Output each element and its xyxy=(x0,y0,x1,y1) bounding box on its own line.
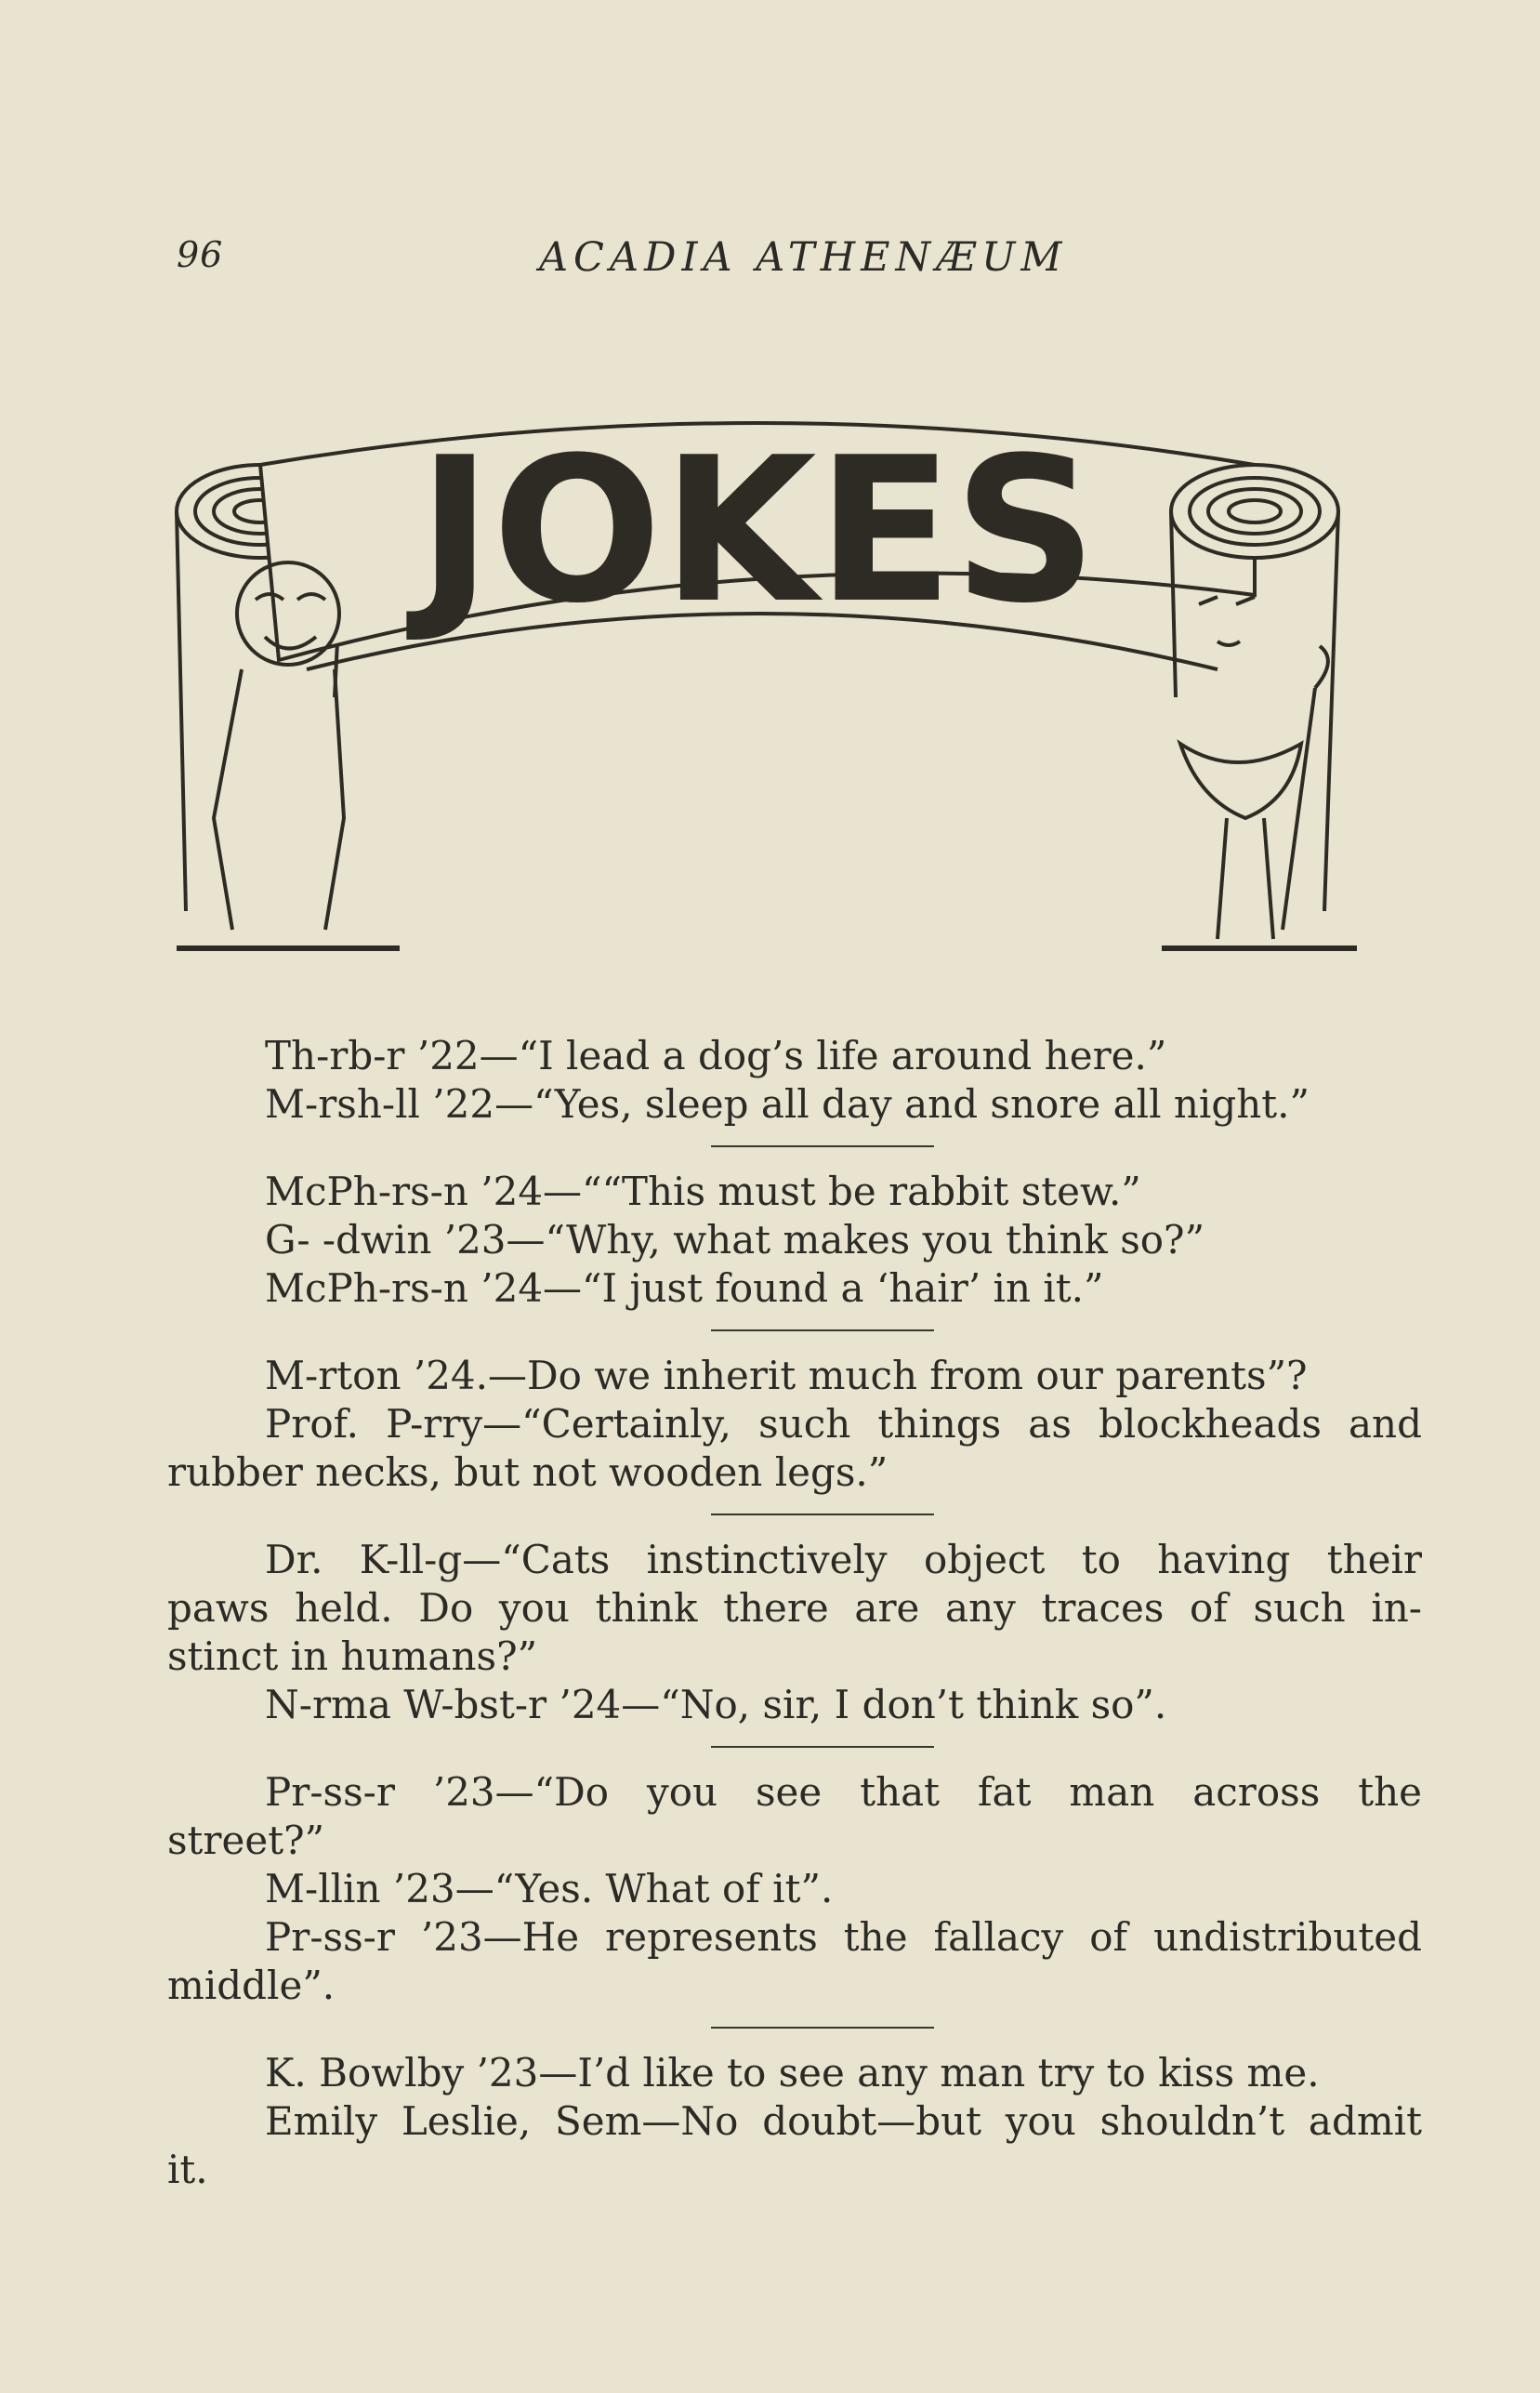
joke-line: Prof. P-rry—“Certainly, such things as blockheads and xyxy=(265,1401,1422,1447)
joke-line: Emily Leslie, Sem—No doubt—but you shouldn’t admit xyxy=(265,2098,1422,2144)
page-header xyxy=(177,234,1413,290)
joke-line: paws held. Do you think there are any traces of such in- xyxy=(167,1585,1422,1631)
joke-line: rubber necks, but not wooden legs.” xyxy=(167,1449,888,1495)
joke-line: stinct in humans?” xyxy=(167,1633,538,1679)
separator-rule xyxy=(711,1329,934,1331)
joke-item xyxy=(167,1032,1422,1129)
page-number: 96 xyxy=(177,234,224,275)
separator-rule xyxy=(711,2027,934,2029)
joke-line: M-rton ’24.—Do we inherit much from our parents”? xyxy=(265,1353,1308,1398)
joke-item xyxy=(167,1352,1422,1497)
joke-line: it. xyxy=(167,2147,208,2192)
joke-line: Th-rb-r ’22—“I lead a dog’s life around here.” xyxy=(265,1033,1167,1078)
jokes-list xyxy=(167,1032,1422,2194)
joke-line: K. Bowlby ’23—I’d like to see any man try to kiss me. xyxy=(265,2050,1320,2096)
joke-item xyxy=(167,1768,1422,2010)
running-title: ACADIA ATHENÆUM xyxy=(539,234,1068,281)
joke-line: M-llin ’23—“Yes. What of it”. xyxy=(265,1866,834,1911)
jokes-banner-illustration xyxy=(158,390,1357,967)
banner-title: JOKES xyxy=(417,414,1098,647)
separator-rule xyxy=(711,1514,934,1515)
joke-line: Pr-ss-r ’23—“Do you see that fat man across the xyxy=(265,1769,1422,1815)
joke-item xyxy=(167,1536,1422,1729)
joke-item xyxy=(167,2049,1422,2194)
joke-line: M-rsh-ll ’22—“Yes, sleep all day and snore all night.” xyxy=(265,1081,1310,1127)
joke-line: G- -dwin ’23—“Why, what makes you think so?” xyxy=(265,1217,1205,1263)
separator-rule xyxy=(711,1145,934,1147)
joke-line: middle”. xyxy=(167,1963,336,2008)
joke-line: McPh-rs-n ’24—““This must be rabbit stew.” xyxy=(265,1169,1141,1214)
joke-item xyxy=(167,1168,1422,1313)
joke-line: McPh-rs-n ’24—“I just found a ‘hair’ in it.” xyxy=(265,1265,1104,1311)
joke-line: N-rma W-bst-r ’24—“No, sir, I don’t think so”. xyxy=(265,1682,1167,1727)
separator-rule xyxy=(711,1746,934,1748)
joke-line: street?” xyxy=(167,1818,325,1863)
joke-line: Pr-ss-r ’23—He represents the fallacy of undistributed xyxy=(265,1914,1422,1960)
joke-line: Dr. K-ll-g—“Cats instinctively object to having their xyxy=(265,1537,1422,1582)
